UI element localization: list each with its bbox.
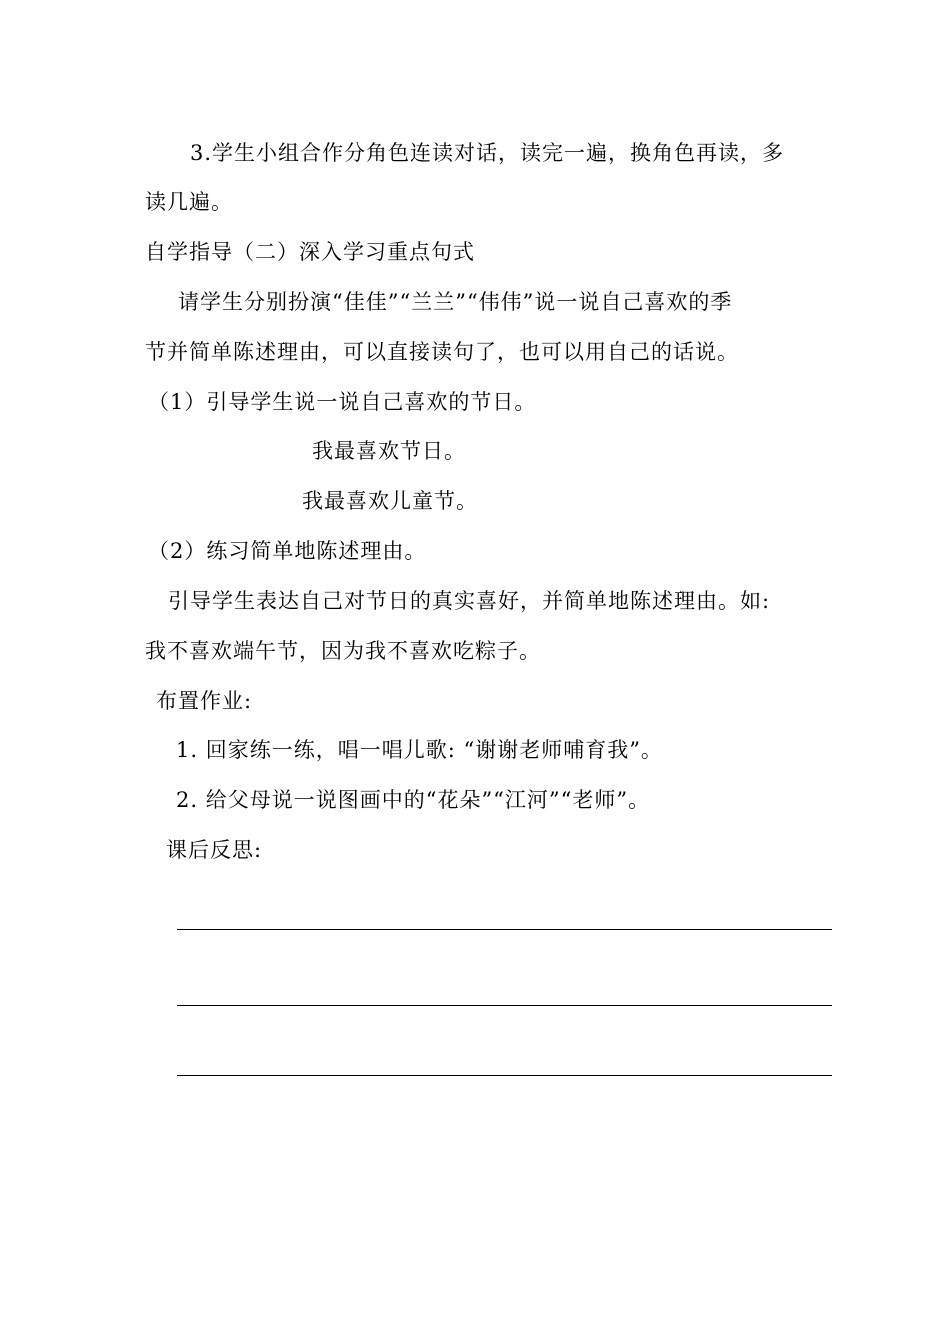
reflection-blank-line-2 [177,1005,832,1006]
reflection-blank-line-3 [177,1075,832,1076]
reflection-blank-line-1 [177,929,832,930]
homework-task2: 2. 给父母说一说图画中的“花朵”“江河”“老师”。 [176,788,651,812]
step3-line2: 读几遍。 [145,190,233,214]
section2-item2: （2）练习简单地陈述理由。 [148,539,427,563]
homework-heading: 布置作业: [156,689,253,713]
section2-item1: （1）引导学生说一说自己喜欢的节日。 [148,390,537,414]
section2-intro-line2: 节并简单陈述理由，可以直接读句了，也可以用自己的话说。 [145,340,739,364]
reason-line1: 引导学生表达自己对节日的真实喜好，并简单地陈述理由。如: [168,589,771,613]
section2-intro-line1: 请学生分别扮演“佳佳”“兰兰”“伟伟”说一说自己喜欢的季 [178,290,733,314]
reason-line2: 我不喜欢端午节，因为我不喜欢吃粽子。 [145,639,541,663]
sentence-example: 我最喜欢儿童节。 [302,489,478,513]
homework-task1: 1. 回家练一练，唱一唱儿歌: “谢谢老师哺育我”。 [176,738,663,762]
sentence-pattern: 我最喜欢节日。 [312,439,466,463]
reflection-heading: 课后反思: [166,838,263,862]
step3-line1: 3.学生小组合作分角色连读对话，读完一遍，换角色再读，多 [190,141,785,165]
section2-heading: 自学指导（二）深入学习重点句式 [145,240,475,264]
